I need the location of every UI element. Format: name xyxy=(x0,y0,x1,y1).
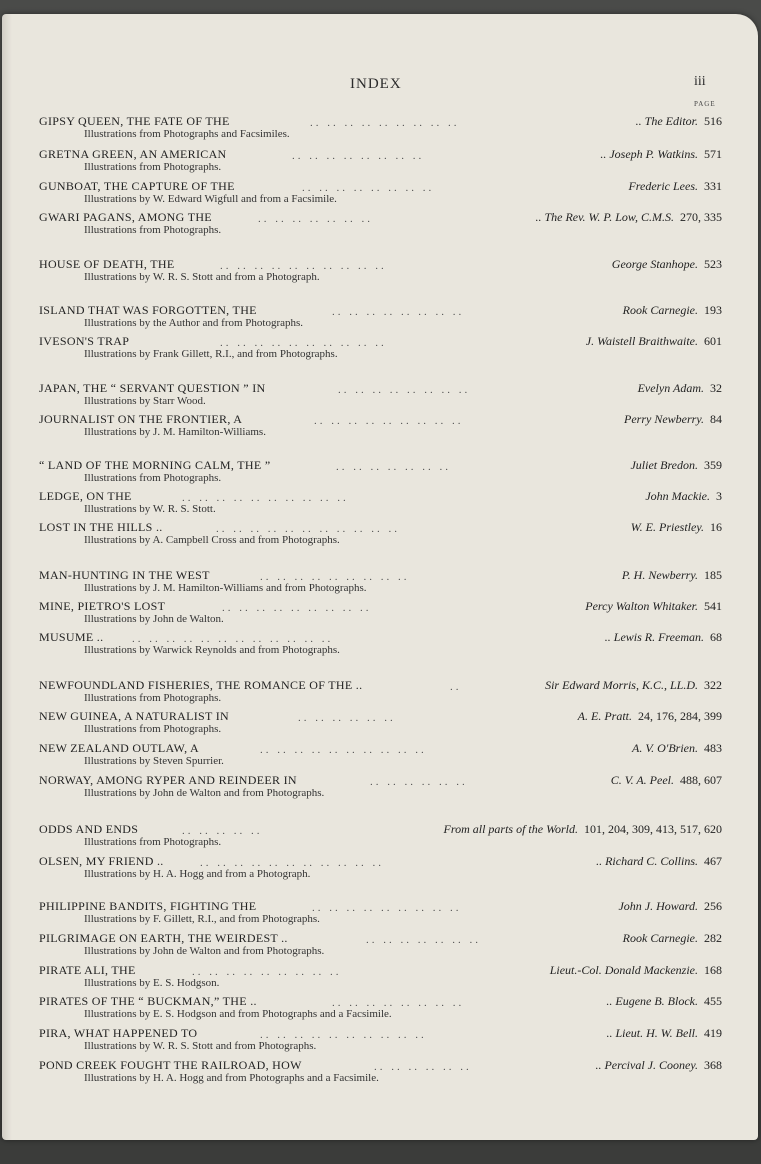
entry-author: .. The Rev. W. P. Low, C.M.S. xyxy=(535,210,674,224)
entry-author-page xyxy=(606,1026,722,1041)
entry-author-page xyxy=(585,599,722,614)
index-entry xyxy=(2,458,758,492)
entry-illustrations: Illustrations by the Author and from Photographs. xyxy=(84,317,304,329)
entry-author-page xyxy=(578,709,722,724)
entry-illustrations: Illustrations from Photographs. xyxy=(84,692,222,704)
entry-author-page xyxy=(624,412,722,427)
leader-dots: .. .. .. .. .. .. .. xyxy=(336,461,451,473)
entry-illustrations: Illustrations by E. S. Hodgson and from Photographs and a Facsimile. xyxy=(84,1008,392,1020)
entry-title: PIRATE ALI, THE xyxy=(39,963,136,977)
book-page xyxy=(2,14,758,1140)
index-entry xyxy=(2,568,758,602)
index-entry xyxy=(2,599,758,633)
entry-author-page xyxy=(550,963,722,978)
entry-title: MAN-HUNTING IN THE WEST xyxy=(39,568,210,582)
leader-dots: .. .. .. .. .. .. .. .. .. xyxy=(310,117,460,129)
entry-author: Rook Carnegie. xyxy=(622,931,698,945)
entry-title: ISLAND THAT WAS FORGOTTEN, THE xyxy=(39,303,257,317)
index-entry xyxy=(2,994,758,1028)
entry-pages: 168 xyxy=(704,963,722,977)
entry-author-page xyxy=(595,1058,722,1073)
leader-dots: .. .. .. .. .. .. .. .. .. xyxy=(260,571,410,583)
entry-author: A. E. Pratt. xyxy=(577,709,632,723)
entry-author-page xyxy=(444,822,722,837)
entry-author: J. Waistell Braithwaite. xyxy=(585,334,698,348)
entry-author: Rook Carnegie. xyxy=(622,303,698,317)
entry-illustrations: Illustrations from Photographs. xyxy=(84,224,222,236)
entry-author: .. Lewis R. Freeman. xyxy=(604,630,704,644)
index-entry xyxy=(2,114,758,148)
entry-pages: 368 xyxy=(704,1058,722,1072)
entry-illustrations: Illustrations by John de Walton and from Photographs. xyxy=(84,787,325,799)
entry-author-page xyxy=(623,931,722,946)
page-number: iii xyxy=(694,74,706,89)
leader-dots: .. .. .. .. .. .. .. .. xyxy=(332,306,465,318)
leader-dots: .. .. .. .. .. .. .. .. .. .. xyxy=(260,1029,427,1041)
entry-illustrations: Illustrations by J. M. Hamilton-Williams. xyxy=(84,426,266,438)
leader-dots: .. .. .. .. .. .. .. .. xyxy=(302,182,435,194)
entry-author-page xyxy=(545,678,722,693)
entry-author-page xyxy=(618,899,722,914)
index-entry xyxy=(2,412,758,446)
entry-author: Percy Walton Whitaker. xyxy=(585,599,698,613)
leader-dots: .. .. .. .. .. .. .. .. xyxy=(338,384,471,396)
leader-dots: .. .. .. .. .. .. xyxy=(374,1061,472,1073)
entry-title: JOURNALIST ON THE FRONTIER, A xyxy=(39,412,243,426)
entry-title: POND CREEK FOUGHT THE RAILROAD, HOW xyxy=(39,1058,302,1072)
entry-author: George Stanhope. xyxy=(611,257,698,271)
entry-title: NEWFOUNDLAND FISHERIES, THE ROMANCE OF THE .. xyxy=(39,678,363,692)
entry-pages: 68 xyxy=(710,630,722,644)
entry-author-page xyxy=(631,520,722,535)
entry-pages: 256 xyxy=(704,899,722,913)
entry-author: Lieut.-Col. Donald Mackenzie. xyxy=(549,963,698,977)
leader-dots: .. .. .. .. .. .. .. .. xyxy=(292,150,425,162)
entry-pages: 282 xyxy=(704,931,722,945)
leader-dots: .. .. .. .. .. .. .. .. .. .. .. xyxy=(216,523,400,535)
index-entry xyxy=(2,257,758,291)
leader-dots: .. .. .. .. .. .. .. .. .. .. xyxy=(220,337,387,349)
entry-author: .. Richard C. Collins. xyxy=(596,854,698,868)
leader-dots: .. .. .. .. .. .. .. .. .. .. .. .. xyxy=(132,633,334,645)
entry-author-page xyxy=(630,458,722,473)
entry-title: GWARI PAGANS, AMONG THE xyxy=(39,210,212,224)
entry-author: Evelyn Adam. xyxy=(637,381,704,395)
entry-illustrations: Illustrations by H. A. Hogg and from Photographs and a Facsimile. xyxy=(84,1072,379,1084)
entry-illustrations: Illustrations by Starr Wood. xyxy=(84,395,206,407)
entry-author: John Mackie. xyxy=(645,489,710,503)
index-entry xyxy=(2,489,758,523)
entry-author: Frederic Lees. xyxy=(628,179,698,193)
entry-author-page xyxy=(645,489,722,504)
entry-title: PIRATES OF THE “ BUCKMAN,” THE .. xyxy=(39,994,257,1008)
entry-author-page xyxy=(605,630,722,645)
entry-illustrations: Illustrations by Steven Spurrier. xyxy=(84,755,224,767)
entry-pages: 16 xyxy=(710,520,722,534)
entry-pages: 483 xyxy=(704,741,722,755)
index-entry xyxy=(2,147,758,181)
entry-title: GRETNA GREEN, AN AMERICAN xyxy=(39,147,227,161)
entry-pages: 270, 335 xyxy=(680,210,722,224)
entry-pages: 467 xyxy=(704,854,722,868)
entry-author-page xyxy=(600,147,722,162)
entry-illustrations: Illustrations by F. Gillett, R.I., and from Photographs. xyxy=(84,913,320,925)
entry-pages: 516 xyxy=(704,114,722,128)
entry-pages: 193 xyxy=(704,303,722,317)
entry-author: From all parts of the World. xyxy=(443,822,578,836)
entry-pages: 32 xyxy=(710,381,722,395)
entry-illustrations: Illustrations by H. A. Hogg and from a Photograph. xyxy=(84,868,311,880)
leader-dots: .. .. .. .. .. .. .. .. .. xyxy=(312,902,462,914)
entry-author: .. The Editor. xyxy=(635,114,698,128)
leader-dots: .. .. .. .. .. .. .. .. .. xyxy=(192,966,342,978)
index-entry xyxy=(2,630,758,664)
index-entry xyxy=(2,899,758,933)
entry-pages: 571 xyxy=(704,147,722,161)
leader-dots: .. .. .. .. .. .. .. xyxy=(258,213,373,225)
entry-author-page xyxy=(612,257,722,272)
entry-title: “ LAND OF THE MORNING CALM, THE ” xyxy=(39,458,271,472)
leader-dots: .. .. .. .. .. .. .. .. .. .. xyxy=(220,260,387,272)
leader-dots: .. .. .. .. .. .. xyxy=(370,776,468,788)
entry-author: John J. Howard. xyxy=(618,899,698,913)
leader-dots: .. .. .. .. .. .. .. .. xyxy=(332,997,465,1009)
entry-title: ODDS AND ENDS xyxy=(39,822,139,836)
entry-pages: 455 xyxy=(704,994,722,1008)
entry-pages: 419 xyxy=(704,1026,722,1040)
index-entry xyxy=(2,303,758,337)
entry-author: Perry Newberry. xyxy=(624,412,704,426)
entry-title: JAPAN, THE “ SERVANT QUESTION ” IN xyxy=(39,381,266,395)
index-entry xyxy=(2,931,758,965)
entry-title: PHILIPPINE BANDITS, FIGHTING THE xyxy=(39,899,257,913)
entry-author-page xyxy=(638,381,722,396)
entry-pages: 322 xyxy=(704,678,722,692)
entry-illustrations: Illustrations by J. M. Hamilton-Williams and from Photographs. xyxy=(84,582,367,594)
entry-author-page xyxy=(632,741,722,756)
entry-illustrations: Illustrations by Warwick Reynolds and from Photographs. xyxy=(84,644,340,656)
entry-author: .. Lieut. H. W. Bell. xyxy=(606,1026,698,1040)
entry-author: .. Eugene B. Block. xyxy=(606,994,698,1008)
page-title: INDEX xyxy=(350,76,402,92)
entry-author-page xyxy=(586,334,722,349)
page-column-label: PAGE xyxy=(694,100,716,108)
entry-title: LOST IN THE HILLS .. xyxy=(39,520,163,534)
entry-title: LEDGE, ON THE xyxy=(39,489,132,503)
entry-author: C. V. A. Peel. xyxy=(610,773,674,787)
entry-pages: 3 xyxy=(716,489,722,503)
index-entry xyxy=(2,520,758,554)
entry-author: Sir Edward Morris, K.C., LL.D. xyxy=(545,678,698,692)
leader-dots: .. .. .. .. .. .. .. .. .. .. .. xyxy=(200,857,384,869)
entry-author-page xyxy=(606,994,722,1009)
entry-author: W. E. Priestley. xyxy=(630,520,704,534)
entry-pages: 24, 176, 284, 399 xyxy=(638,709,722,723)
index-entry xyxy=(2,179,758,213)
leader-dots: .. .. .. .. .. .. .. .. .. .. xyxy=(260,744,427,756)
index-entry xyxy=(2,854,758,888)
entry-author-page xyxy=(596,854,722,869)
entry-pages: 523 xyxy=(704,257,722,271)
entry-illustrations: Illustrations from Photographs. xyxy=(84,836,222,848)
entry-pages: 359 xyxy=(704,458,722,472)
entry-author-page xyxy=(636,114,722,129)
entry-pages: 541 xyxy=(704,599,722,613)
entry-author-page xyxy=(628,179,722,194)
entry-illustrations: Illustrations by John de Walton. xyxy=(84,613,224,625)
entry-author-page xyxy=(611,773,722,788)
entry-illustrations: Illustrations by E. S. Hodgson. xyxy=(84,977,220,989)
entry-illustrations: Illustrations by A. Campbell Cross and from Photographs. xyxy=(84,534,340,546)
leader-dots: .. .. .. .. .. .. .. .. .. xyxy=(222,602,372,614)
leader-dots: .. .. .. .. .. xyxy=(182,825,263,837)
entry-illustrations: Illustrations by W. R. S. Stott. xyxy=(84,503,216,515)
entry-illustrations: Illustrations from Photographs. xyxy=(84,472,222,484)
entry-author: A. V. O'Brien. xyxy=(631,741,698,755)
entry-illustrations: Illustrations from Photographs. xyxy=(84,161,222,173)
leader-dots: .. xyxy=(450,681,462,693)
entry-title: NORWAY, AMONG RYPER AND REINDEER IN xyxy=(39,773,297,787)
entry-author: .. Joseph P. Watkins. xyxy=(600,147,698,161)
entry-author: Juliet Bredon. xyxy=(630,458,698,472)
entry-title: NEW ZEALAND OUTLAW, A xyxy=(39,741,199,755)
entry-illustrations: Illustrations from Photographs. xyxy=(84,723,222,735)
index-entry xyxy=(2,678,758,712)
index-entry xyxy=(2,773,758,807)
entry-pages: 331 xyxy=(704,179,722,193)
entry-illustrations: Illustrations by W. Edward Wigfull and from a Facsimile. xyxy=(84,193,337,205)
entry-title: OLSEN, MY FRIEND .. xyxy=(39,854,164,868)
index-entry xyxy=(2,1026,758,1060)
entry-title: NEW GUINEA, A NATURALIST IN xyxy=(39,709,229,723)
entry-illustrations: Illustrations by John de Walton and from Photographs. xyxy=(84,945,325,957)
entry-illustrations: Illustrations by W. R. S. Stott and from a Photograph. xyxy=(84,271,320,283)
entry-pages: 601 xyxy=(704,334,722,348)
index-entry xyxy=(2,210,758,244)
leader-dots: .. .. .. .. .. .. .. .. .. xyxy=(314,415,464,427)
entry-illustrations: Illustrations by Frank Gillett, R.I., and from Photographs. xyxy=(84,348,338,360)
entry-title: GUNBOAT, THE CAPTURE OF THE xyxy=(39,179,235,193)
entry-author: P. H. Newberry. xyxy=(621,568,698,582)
leader-dots: .. .. .. .. .. .. .. xyxy=(366,934,481,946)
entry-pages: 488, 607 xyxy=(680,773,722,787)
leader-dots: .. .. .. .. .. .. .. .. .. .. xyxy=(182,492,349,504)
entry-author-page xyxy=(622,568,722,583)
entry-title: MINE, PIETRO'S LOST xyxy=(39,599,166,613)
entry-title: MUSUME .. xyxy=(39,630,104,644)
entry-title: GIPSY QUEEN, THE FATE OF THE xyxy=(39,114,230,128)
entry-author-page xyxy=(623,303,722,318)
index-entry xyxy=(2,963,758,997)
entry-title: IVESON'S TRAP xyxy=(39,334,130,348)
index-entry xyxy=(2,334,758,368)
entry-title: PILGRIMAGE ON EARTH, THE WEIRDEST .. xyxy=(39,931,288,945)
entry-title: HOUSE OF DEATH, THE xyxy=(39,257,175,271)
index-entry xyxy=(2,709,758,743)
leader-dots: .. .. .. .. .. .. xyxy=(298,712,396,724)
entry-illustrations: Illustrations from Photographs and Facsimiles. xyxy=(84,128,290,140)
index-entry xyxy=(2,741,758,775)
index-entry xyxy=(2,822,758,856)
entry-author: .. Percival J. Cooney. xyxy=(595,1058,698,1072)
entry-pages: 101, 204, 309, 413, 517, 620 xyxy=(584,822,722,836)
index-entry xyxy=(2,1058,758,1092)
entry-illustrations: Illustrations by W. R. S. Stott and from Photographs. xyxy=(84,1040,317,1052)
entry-author-page xyxy=(535,210,722,225)
entry-title: PIRA, WHAT HAPPENED TO xyxy=(39,1026,198,1040)
entry-pages: 185 xyxy=(704,568,722,582)
entry-pages: 84 xyxy=(710,412,722,426)
index-entry xyxy=(2,381,758,415)
